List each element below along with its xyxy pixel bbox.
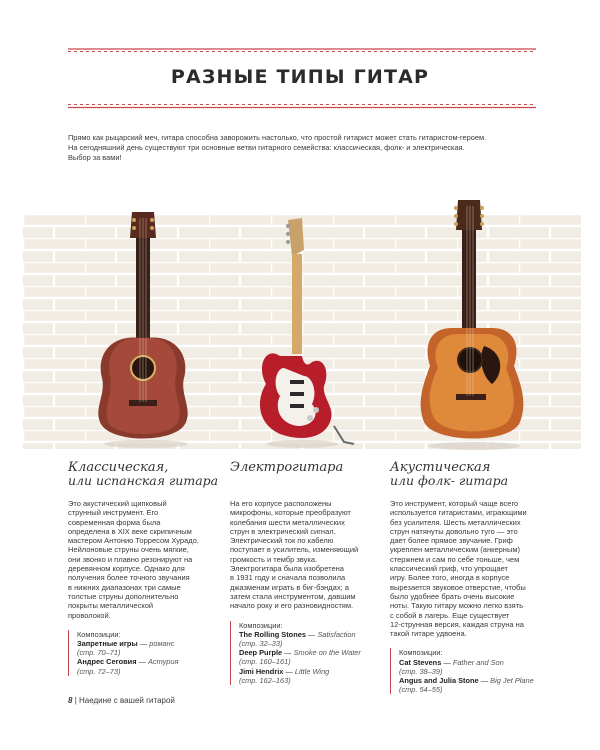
text-line: деревянном корпусе. Однако для <box>68 564 185 574</box>
composition-artist: Deep Purple <box>239 648 283 658</box>
text-line: Электрогитара была изобретена <box>230 564 344 574</box>
text-line: На его корпусе расположены <box>230 499 332 508</box>
composition-pages <box>399 667 550 676</box>
text-line: Электрический ток по кабелю <box>230 536 334 546</box>
composition-artist: Андрес Сеговия <box>77 657 137 667</box>
composition-page-ref: (стр. 160–161) <box>239 657 291 667</box>
intro-line: Прямо как рыцарский меч, гитара способна заворожить настолько, что простой гитарист может стать гитаристом-героем. <box>68 133 487 142</box>
composition-title: Little Wing <box>294 666 330 676</box>
composition-page-ref: (стр. 32–33) <box>239 638 283 648</box>
heading-line: Классическая, <box>68 460 169 475</box>
composition-artist: Cat Stevens <box>399 657 442 667</box>
heading-line: Электрогитара <box>230 460 344 475</box>
composition-pages <box>399 685 550 694</box>
text-line: современная форма была <box>68 517 161 527</box>
text-line: стержнем и сам по себе тоньше, чем <box>390 554 520 564</box>
text-line: джазменам играть в биг-бэндах; а <box>230 582 349 592</box>
composition-item <box>77 639 228 648</box>
text-line: струнный инструмент. Его <box>68 508 159 518</box>
text-line: 12-струнная версия, каждая струна на <box>390 619 524 629</box>
composition-page-ref: (стр. 70–71) <box>77 648 121 658</box>
heading-line: или фолк- гитара <box>390 473 509 488</box>
composition-pages <box>239 676 390 685</box>
footer-section-title: Наедине с вашей гитарой <box>79 696 175 705</box>
classical-guitar-image <box>88 208 198 453</box>
text-line: они звонко и плавно резонируют на <box>68 554 193 564</box>
electric-compositions <box>230 621 390 685</box>
text-line: игру. Более того, иногда в корпусе <box>390 573 510 583</box>
text-line: классический гриф, что упрощает <box>390 564 508 574</box>
text-line: колебания шести металлических <box>230 517 345 527</box>
composition-title: Smoke on the Water <box>293 648 361 658</box>
acoustic-heading <box>390 461 550 491</box>
composition-pages <box>77 667 228 676</box>
text-line: было удобнее брать очень высокие <box>390 591 515 601</box>
compositions-label: Композиции: <box>239 620 283 630</box>
text-line: Это акустический щипковый <box>68 499 167 508</box>
text-line: струн натянуты довольно туго — это <box>390 526 518 536</box>
text-line: без усилителя. Шесть металлических <box>390 517 521 527</box>
classical-guitar-section <box>68 461 228 676</box>
text-line: начало року и его разновидностям. <box>230 601 354 611</box>
page-number: 8 <box>68 696 73 705</box>
composition-item <box>239 648 390 657</box>
acoustic-guitar-section <box>390 461 550 694</box>
text-line: с собой в лагерь. Еще существует <box>390 610 510 620</box>
composition-page-ref: (стр. 72–73) <box>77 666 121 676</box>
composition-page-ref: (стр. 162–163) <box>239 675 291 685</box>
compositions-label: Композиции: <box>77 629 121 639</box>
text-line: толстые струны дополнительно <box>68 591 179 601</box>
acoustic-guitar-image <box>412 196 532 456</box>
text-line: Нейлоновые струны очень мягкие, <box>68 545 189 555</box>
composition-title: Satisfaction <box>317 629 356 639</box>
composition-separator: — <box>441 657 453 667</box>
composition-item <box>239 630 390 639</box>
bottom-decorative-rule <box>68 103 536 109</box>
acoustic-description <box>390 499 550 638</box>
text-line: покрыты металлической <box>68 601 154 611</box>
text-line: в 1931 году и сначала позволила <box>230 573 346 583</box>
classical-compositions <box>68 630 228 676</box>
text-line: укреплен металлическим (анкерным) <box>390 545 520 555</box>
text-line: громкость и тембр звука. <box>230 554 318 564</box>
electric-heading <box>230 461 390 491</box>
intro-paragraph <box>68 133 538 163</box>
acoustic-compositions <box>390 648 550 694</box>
text-line: Это инструмент, который чаще всего <box>390 499 519 508</box>
electric-guitar-image <box>250 216 360 456</box>
composition-pages <box>239 657 390 666</box>
footer-separator: | <box>74 696 77 705</box>
top-decorative-rule <box>68 48 536 54</box>
text-line: микрофоны, которые преобразуют <box>230 508 351 518</box>
composition-separator: — <box>478 676 491 686</box>
text-line: такой гитаре удвоена. <box>390 629 467 639</box>
composition-artist: Angus and Julia Stone <box>399 676 479 686</box>
composition-pages <box>77 648 228 657</box>
composition-artist: Запретные игры <box>77 639 138 649</box>
text-line: проволокой. <box>68 610 111 620</box>
text-line: в нижних диапазонах три самые <box>68 582 181 592</box>
classical-heading <box>68 461 228 491</box>
text-line: получения более точного звучания <box>68 573 190 583</box>
composition-separator: — <box>283 666 295 676</box>
text-line: определена в XIX веке скрипичным <box>68 526 192 536</box>
composition-title: Father and Son <box>452 657 504 667</box>
text-line: дает более прямое звучание. Гриф <box>390 536 513 546</box>
text-line: мастером Антонио Торресом Хурадо. <box>68 536 199 546</box>
text-line: поступает в усилитель, изменяющий <box>230 545 359 555</box>
electric-description <box>230 499 390 611</box>
classical-description <box>68 499 228 620</box>
composition-separator: — <box>137 639 150 649</box>
composition-pages <box>239 639 390 648</box>
page-title: РАЗНЫЕ ТИПЫ ГИТАР <box>170 66 430 88</box>
text-line: используется гитаристами, играющими <box>390 508 527 518</box>
composition-separator: — <box>305 629 318 639</box>
text-line: вырезается звуковое отверстие, чтобы <box>390 582 526 592</box>
composition-separator: — <box>282 648 294 658</box>
composition-title: романс <box>149 639 175 649</box>
heading-line: Акустическая <box>390 460 491 475</box>
composition-item <box>399 658 550 667</box>
electric-guitar-section <box>230 461 390 685</box>
composition-title: Астурия <box>148 657 179 667</box>
composition-item <box>399 676 550 685</box>
intro-line: Выбор за вами! <box>68 153 122 162</box>
composition-page-ref: (стр. 38–39) <box>399 666 443 676</box>
composition-item <box>239 667 390 676</box>
text-line: струн в электрический сигнал. <box>230 526 336 536</box>
composition-artist: Jimi Hendrix <box>239 666 284 676</box>
heading-line: или испанская гитара <box>68 473 219 488</box>
page-footer <box>68 696 175 705</box>
text-line: затем стала инструментом, давшим <box>230 591 356 601</box>
composition-item <box>77 657 228 666</box>
composition-separator: — <box>136 657 149 667</box>
composition-page-ref: (стр. 54–55) <box>399 685 443 695</box>
compositions-label: Композиции: <box>399 648 443 658</box>
composition-title: Big Jet Plane <box>490 676 534 686</box>
text-line: ноты. Такую гитару можно легко взять <box>390 601 524 611</box>
composition-artist: The Rolling Stones <box>239 629 306 639</box>
intro-line: На сегодняшний день существуют три основные ветви гитарного семейства: классическая, фолк- и электрическая. <box>68 143 465 152</box>
